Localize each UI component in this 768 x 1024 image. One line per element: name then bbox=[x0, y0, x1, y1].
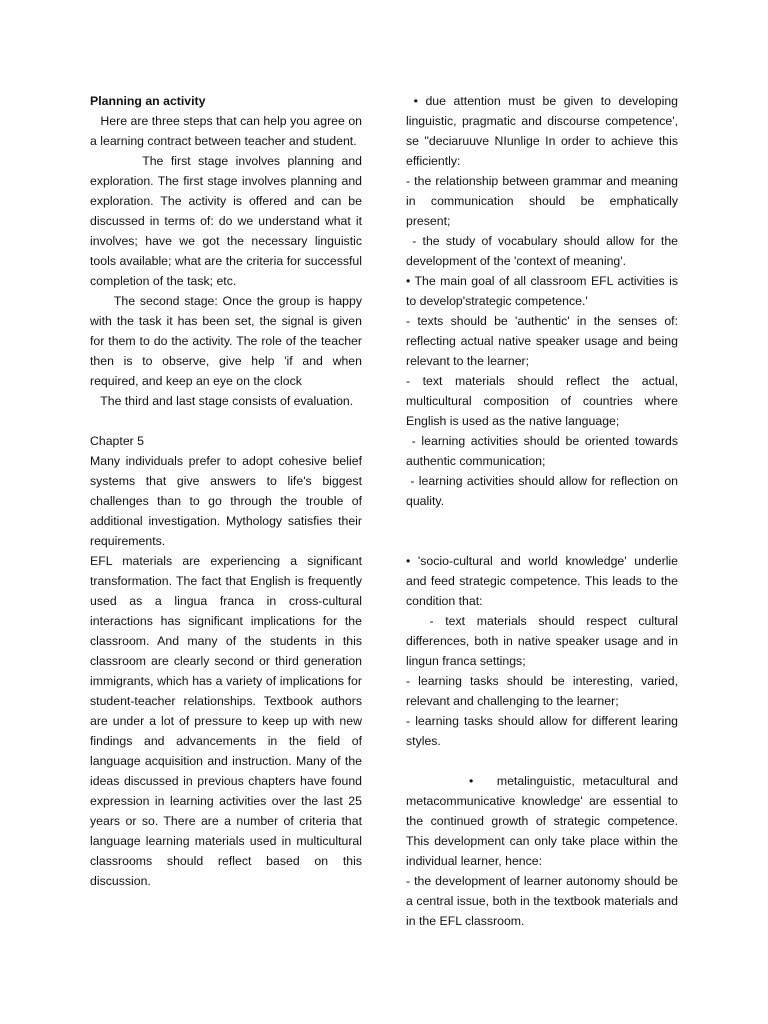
mythology-paragraph: Many individuals prefer to adopt cohesive belief systems that give answers to life's biggest challenges than to go through the trouble of additional investigation. Mythology satisfies their requirements. bbox=[90, 454, 362, 548]
chapter-title: Chapter 5 bbox=[90, 434, 145, 448]
item-grammar-meaning: - the relationship between grammar and meaning in communication should be emphatically present; bbox=[406, 174, 678, 228]
item-authentic-texts: - texts should be 'authentic' in the senses of: reflecting actual native speaker usage and being relevant to the learner; bbox=[406, 314, 678, 368]
spacer bbox=[406, 511, 678, 551]
intro-paragraph: Here are three steps that can help you agree on a learning contract between teacher and student. bbox=[90, 114, 366, 148]
item-cultural-differences: - text materials should respect cultural differences, both in native speaker usage and in lingun franca settings; bbox=[406, 614, 682, 668]
item-multicultural-materials: - text materials should reflect the actual, multicultural composition of countries where English is used as the native language; bbox=[406, 374, 678, 428]
spacer bbox=[406, 751, 678, 771]
first-stage-paragraph: The first stage involves planning and exploration. The first stage involves planning and exploration. The activity is offered and can be discussed in terms of: do we understand what it involves; have we got the necessary linguistic tools available; what are the criteria for successful completion of the task; etc. bbox=[90, 154, 366, 288]
left-column bbox=[90, 91, 366, 891]
item-authentic-communication: - learning activities should be oriented towards authentic communication; bbox=[406, 434, 682, 468]
second-stage-paragraph: The second stage: Once the group is happy with the task it has been set, the signal is given for them to do the activity. The role of the teacher then is to observe, give help 'if and when required, and keep an eye on the clock bbox=[90, 294, 366, 388]
right-column bbox=[406, 91, 682, 931]
item-vocabulary: - the study of vocabulary should allow for the development of the 'context of meaning'. bbox=[406, 234, 682, 268]
spacer bbox=[90, 411, 362, 431]
bullet-strategic-competence: • The main goal of all classroom EFL activities is to develop'strategic competence.' bbox=[406, 274, 678, 308]
bullet-socio-cultural: • 'socio-cultural and world knowledge' underlie and feed strategic competence. This leads to the condition that: bbox=[406, 554, 678, 608]
item-interesting-tasks: - learning tasks should be interesting, varied, relevant and challenging to the learner; bbox=[406, 674, 678, 708]
bullet-linguistic-competence: • due attention must be given to developing linguistic, pragmatic and discourse competence', se "deciaruuve NIunlige In order to achieve this efficiently: bbox=[406, 94, 682, 168]
item-learner-autonomy: - the development of learner autonomy should be a central issue, both in the textbook materials and in the EFL classroom. bbox=[406, 874, 678, 928]
bullet-metalinguistic: • metalinguistic, metacultural and metacommunicative knowledge' are essential to the continued growth of strategic competence. This development can only take place within the individual learner, hence: bbox=[406, 774, 682, 868]
third-stage-paragraph: The third and last stage consists of evaluation. bbox=[90, 394, 354, 408]
efl-materials-paragraph: EFL materials are experiencing a significant transformation. The fact that English is frequently used as a lingua franca in cross-cultural interactions has significant implications for the classroom. And many of the students in this classroom are clearly second or third generation immigrants, which has a variety of implications for student-teacher relationships. Textbook authors are under a lot of pressure to keep up with new findings and advancements in the field of language acquisition and instruction. Many of the ideas discussed in previous chapters have found expression in learning activities over the last 25 years or so. There are a number of criteria that language learning materials used in multicultural classrooms should reflect based on this discussion. bbox=[90, 554, 362, 888]
item-learning-styles: - learning tasks should allow for different learing styles. bbox=[406, 714, 678, 748]
item-reflection-quality: - learning activities should allow for reflection on quality. bbox=[406, 474, 682, 508]
section-title: Planning an activity bbox=[90, 94, 206, 108]
